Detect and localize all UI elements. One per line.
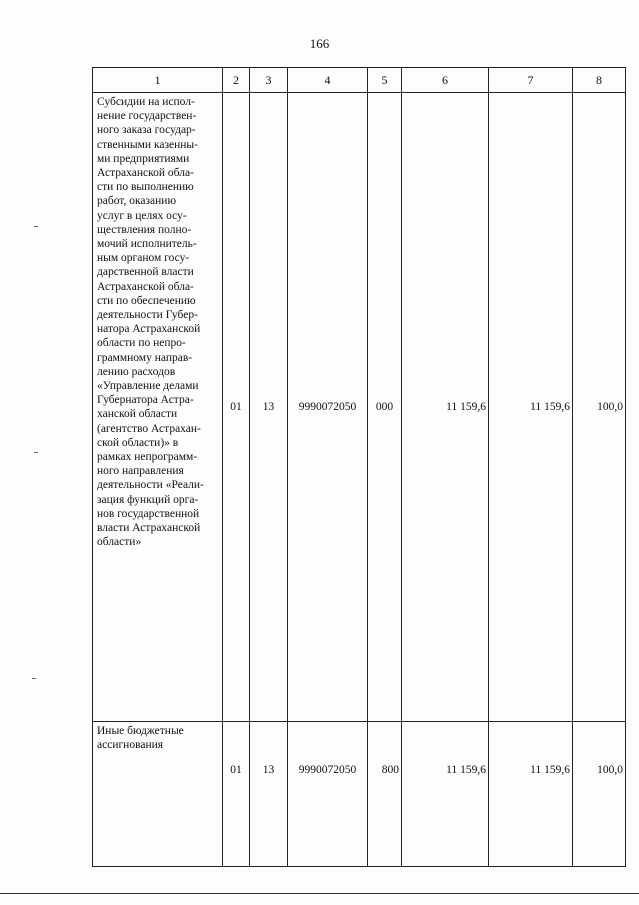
description-line: Астраханской обла- (97, 280, 194, 293)
description-line: нение государствен- (97, 110, 197, 123)
row-description (93, 93, 223, 722)
cell-target-article: 9990072050 (288, 722, 368, 867)
cell-expense-type: 000 (368, 93, 402, 722)
description-line: нов государственной (97, 507, 200, 520)
column-header: 3 (250, 68, 288, 93)
cell-amount-plan: 11 159,6 (402, 93, 489, 722)
column-header: 6 (402, 68, 489, 93)
description-line: власти Астраханской (97, 522, 201, 535)
description-line: лению расходов (97, 365, 176, 378)
budget-table (92, 67, 626, 867)
column-header: 4 (288, 68, 368, 93)
table-row (93, 722, 626, 867)
description-line: сти по обеспечению (97, 294, 196, 307)
description-line: работ, оказанию (97, 195, 177, 208)
description-line: ассигнования (97, 739, 164, 752)
description-line: ханской области (97, 408, 178, 421)
cell-subsection: 13 (250, 93, 288, 722)
table-header-row (93, 68, 626, 93)
description-line: дарственной власти (97, 266, 194, 279)
description-line: ного заказа государ- (97, 124, 196, 137)
description-line: натора Астраханской (97, 323, 201, 336)
description-line: деятельности «Реали- (97, 479, 204, 492)
cell-amount-plan: 11 159,6 (402, 722, 489, 867)
cell-percent: 100,0 (573, 93, 626, 722)
description-line: (агентство Астрахан- (97, 422, 201, 435)
description-line: ми предприятиями (97, 152, 190, 165)
description-line: ской области)» в (97, 436, 179, 449)
column-header: 8 (573, 68, 626, 93)
row-description (93, 722, 223, 867)
description-line: ным органом госу- (97, 252, 190, 265)
description-line: услуг в целях осу- (97, 209, 187, 222)
cell-section: 01 (223, 93, 250, 722)
table-row (93, 93, 626, 722)
description-line: зация функций орга- (97, 493, 199, 506)
cell-amount-actual: 11 159,6 (489, 93, 573, 722)
description-line: ного направления (97, 465, 184, 478)
description-line: Субсидии на испол- (97, 96, 195, 108)
description-line: сти по выполнению (97, 181, 194, 194)
page-number: 166 (309, 36, 330, 51)
column-header: 2 (223, 68, 250, 93)
scan-mark (34, 452, 38, 453)
column-header: 5 (368, 68, 402, 93)
description-line: ществления полно- (97, 223, 192, 236)
column-header: 7 (489, 68, 573, 93)
scan-mark (32, 678, 36, 679)
scan-mark (34, 226, 38, 227)
cell-amount-actual: 11 159,6 (489, 722, 573, 867)
description-line: деятельности Губер- (97, 309, 198, 322)
cell-expense-type: 800 (368, 722, 402, 867)
cell-subsection: 13 (250, 722, 288, 867)
cell-section: 01 (223, 722, 250, 867)
column-header: 1 (93, 68, 223, 93)
description-line: «Управление делами (97, 380, 199, 393)
description-line: Астраханской обла- (97, 167, 194, 180)
description-line: Иные бюджетные (97, 725, 184, 737)
cell-percent: 100,0 (573, 722, 626, 867)
description-line: области» (97, 536, 142, 549)
description-line: мочий исполнитель- (97, 238, 197, 251)
description-line: граммному направ- (97, 351, 193, 364)
description-line: Губернатора Астра- (97, 394, 194, 407)
description-line: ственными казенны- (97, 138, 198, 151)
description-line: рамках непрограмм- (97, 451, 198, 464)
cell-target-article: 9990072050 (288, 93, 368, 722)
page-bottom-edge (0, 893, 639, 894)
description-line: области по непро- (97, 337, 186, 350)
